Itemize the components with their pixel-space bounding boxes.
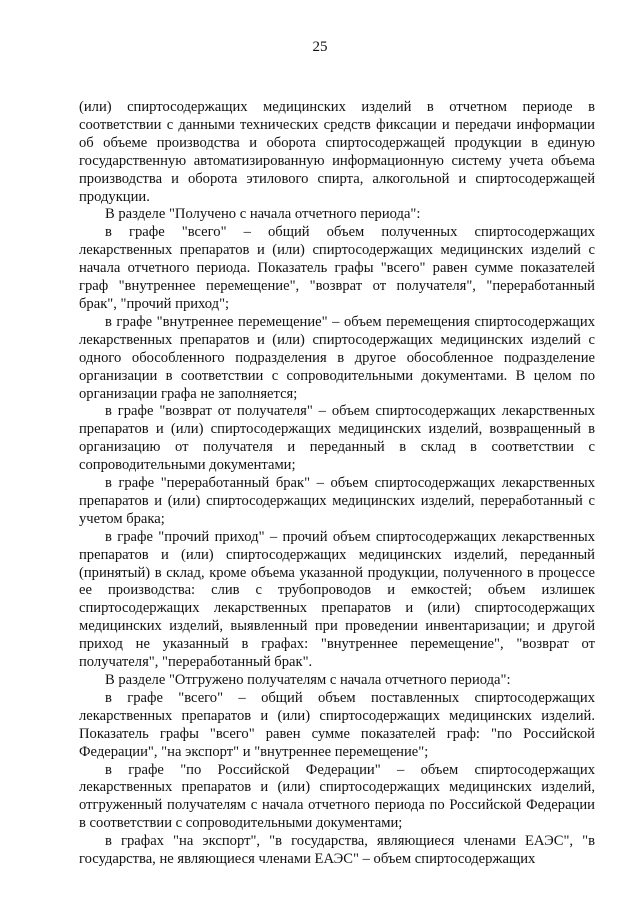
paragraph: в графе "возврат от получателя" – объем спиртосодержащих лекарственных препаратов и (или) спиртосодержащих медицинских изделий, возвращенный в организацию от получателя и переданный в склад в соответствии с сопроводительными документами; <box>79 403 595 474</box>
paragraph: В разделе "Отгружено получателям с начала отчетного периода": <box>105 672 511 688</box>
paragraph: в графе "всего" – общий объем поставленных спиртосодержащих лекарственных препаратов и (или) спиртосодержащих медицинских изделий. Показатель графы "всего" равен сумме показателей граф: "по Российской Федерации", "на экспорт" и "внутреннее перемещение"; <box>79 689 595 760</box>
page-number: 25 <box>312 39 328 55</box>
paragraph: в графе "прочий приход" – прочий объем спиртосодержащих лекарственных препаратов и (или) спиртосодержащих медицинских изделий, переданный (принятый) в склад, кроме объема указанной продукции, полученного в процессе ее производства: слив с трубопроводов и емкостей; объем излишек спиртосодержащих лекарственных препаратов и (или) спиртосодержащих медицинских изделий, выявленный при проведении инвентаризации; и другой приход не указанный в графах: "внутреннее перемещение", "возврат от получателя", "переработанный брак". <box>79 528 595 671</box>
document-body <box>79 99 595 869</box>
paragraph: в графе "переработанный брак" – объем спиртосодержащих лекарственных препаратов и (или) спиртосодержащих медицинских изделий, переработанный с учетом брака; <box>79 475 595 527</box>
paragraph: в графе "внутреннее перемещение" – объем перемещения спиртосодержащих лекарственных препаратов и (или) спиртосодержащих медицинских изделий с одного обособленного подразделения в другое обособленное подразделение организации в соответствии с сопроводительными документами. В целом по организации графа не заполняется; <box>79 313 595 402</box>
paragraph: в графе "всего" – общий объем полученных спиртосодержащих лекарственных препаратов и (или) спиртосодержащих медицинских изделий с начала отчетного периода. Показатель графы "всего" равен сумме показателей граф "внутреннее перемещение", "возврат от получателя", "переработанный брак", "прочий приход"; <box>79 224 595 312</box>
paragraph: В разделе "Получено с начала отчетного периода": <box>105 206 421 223</box>
paragraph: в графах "на экспорт", "в государства, являющиеся членами ЕАЭС", "в государства, не являющиеся членами ЕАЭС" – объем спиртосодержащих <box>79 833 595 868</box>
paragraph: (или) спиртосодержащих медицинских изделий в отчетном периоде в соответствии с данными технических средств фиксации и передачи информации об объеме производства и оборота спиртосодержащей продукции в единую государственную автоматизированную информационную систему учета объема производства и оборота этилового спирта, алкогольной и спиртосодержащей продукции. <box>79 99 595 205</box>
paragraph: в графе "по Российской Федерации" – объем спиртосодержащих лекарственных препаратов и (или) спиртосодержащих медицинских изделий, отгруженный получателям с начала отчетного периода по Российской Федерации в соответствии с сопроводительными документами; <box>79 761 595 832</box>
